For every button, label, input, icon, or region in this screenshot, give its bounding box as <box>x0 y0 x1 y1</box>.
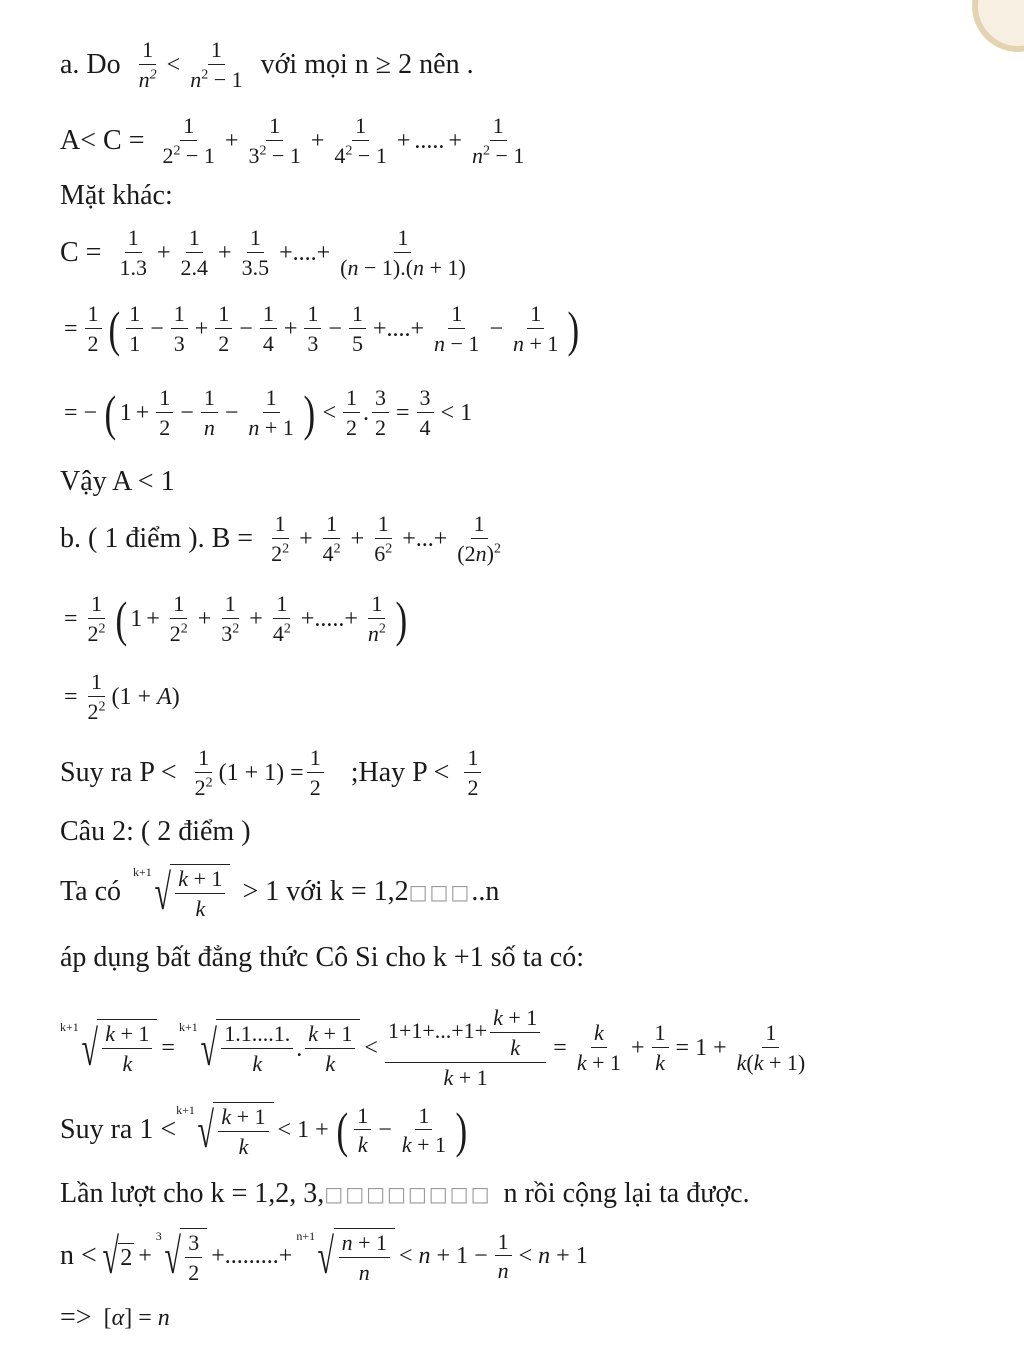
missing-glyphs: □□□□□□□□ <box>324 1182 492 1206</box>
line-a-premise <box>60 38 474 92</box>
text: Lần lượt cho k = 1,2, 3, <box>60 1178 325 1209</box>
text: Suy ra 1 < <box>60 1114 177 1146</box>
line-ta-co <box>60 864 499 921</box>
missing-glyphs: □□□ <box>408 880 472 905</box>
text: C = <box>60 236 102 268</box>
ellipsis: ..... <box>414 127 445 154</box>
line-lan-luot <box>60 1180 750 1208</box>
line-telescoping: = $\frac{1}{2}$ ( $\frac{1}{1}$ − $\frac{1}{3}$ + $\frac{1}{2}$ − $\frac{1}{4}$ + $\frac{1}{3}$ − $\frac{1}{5}$ +....+ $\frac{1}{n - 1}$ − $\frac{1}{n + 1}$ ) <box>64 300 580 357</box>
line-bound: = − ( 1 + $\frac{1}{2}$ − $\frac{1}{n}$ − $\frac{1}{n + 1}$ ) < $\frac{1}{2}$ . $\frac{3}{2}$ = $\frac{3}{4}$ < 1 <box>64 384 473 441</box>
line-suy-ra-1: Suy ra 1 < k+1 √ $\frac{k + 1}{k}$ < 1 + ( $\frac{1}{k}$ − $\frac{1}{k + 1}$ ) <box>60 1102 468 1159</box>
line-ap-dung <box>60 944 584 972</box>
text: n rồi cộng lại ta được. <box>503 1178 750 1209</box>
text: A< C = <box>60 124 145 156</box>
line-cau-2 <box>60 818 251 846</box>
text: với mọi n ≥ 2 nên . <box>260 48 474 80</box>
text: ;Hay P < <box>350 756 450 788</box>
text: Vậy A < 1 <box>60 466 175 497</box>
text: Suy ra P < <box>60 756 177 788</box>
symbol: < <box>166 51 181 78</box>
line-mat-khac <box>60 182 173 210</box>
line-suy-ra-p: Suy ra P < $\frac{1}{2^2}$ (1 + 1) = $\frac{1}{2}$ ;Hay P < $\frac{1}{2}$ <box>60 746 484 800</box>
fraction: $\frac{1}{n^2}$ <box>138 37 157 92</box>
text: a. Do <box>60 48 121 80</box>
text: => <box>60 1302 92 1333</box>
text: n < <box>60 1240 97 1272</box>
line-sum-bound: n < √ 2 + 3 √ $\frac{3}{2}$ +.........+ n+1 √ $\frac{n + 1}{n}$ < n + 1 − $\frac{1}{n}$ < n + 1 <box>60 1228 588 1285</box>
radical: k+1 √ $\frac{k + 1}{k}$ <box>133 864 230 921</box>
line-final: => [α] = n <box>60 1302 170 1333</box>
text: ..n <box>471 876 500 908</box>
line-conclusion-a <box>60 468 175 496</box>
line-b-simplified: = $\frac{1}{2^2}$ (1 + A) <box>64 669 180 724</box>
line-c-expansion: C = $\frac{1}{1.3}$ + $\frac{1}{2.4}$ + $\frac{1}{3.5}$ +....+ $\frac{1}{(n - 1).(n + 1)}$ <box>60 225 466 280</box>
fraction: $\frac{1}{n^2 - 1}$ <box>190 37 243 92</box>
line-b-factor: = $\frac{1}{2^2}$ ( 1 + $\frac{1}{2^2}$ + $\frac{1}{3^2}$ + $\frac{1}{4^2}$ +.....+ $\frac{1}{n^2}$ ) <box>64 590 408 647</box>
line-b-definition: b. ( 1 điểm ). B = $\frac{1}{2^2}$ + $\frac{1}{4^2}$ + $\frac{1}{6^2}$ +...+ $\frac{1}{(2n)^2}$ <box>60 511 501 566</box>
text: áp dụng bất đẳng thức Cô Si cho k +1 số ta có: <box>60 942 585 973</box>
text: > 1 với k = 1,2 <box>242 876 409 908</box>
text: b. ( 1 điểm ). B = <box>60 522 254 554</box>
text: Mặt khác: <box>60 180 173 211</box>
line-am-gm: k+1 √ $\frac{k + 1}{k}$ = k+1 √ $\frac{1.1....1.}{k}$ . $\frac{k + 1}{k}$ < 1+1+...+1+ $\frac{k + 1}{k}$ k + 1 = $\frac{k}{k + 1}$ + $\frac{1}{k}$ = 1 + $\frac{1}{k(k + 1)}$ <box>60 1005 806 1090</box>
heading: Câu 2: ( 2 điểm ) <box>60 816 251 847</box>
line-a-c-definition: A< C = $\frac{1}{2^2 - 1}$ + $\frac{1}{3^2 - 1}$ + $\frac{1}{4^2 - 1}$ + ..... + $\frac{1}{n^2 - 1}$ <box>60 113 525 168</box>
text: Ta có <box>60 876 122 908</box>
